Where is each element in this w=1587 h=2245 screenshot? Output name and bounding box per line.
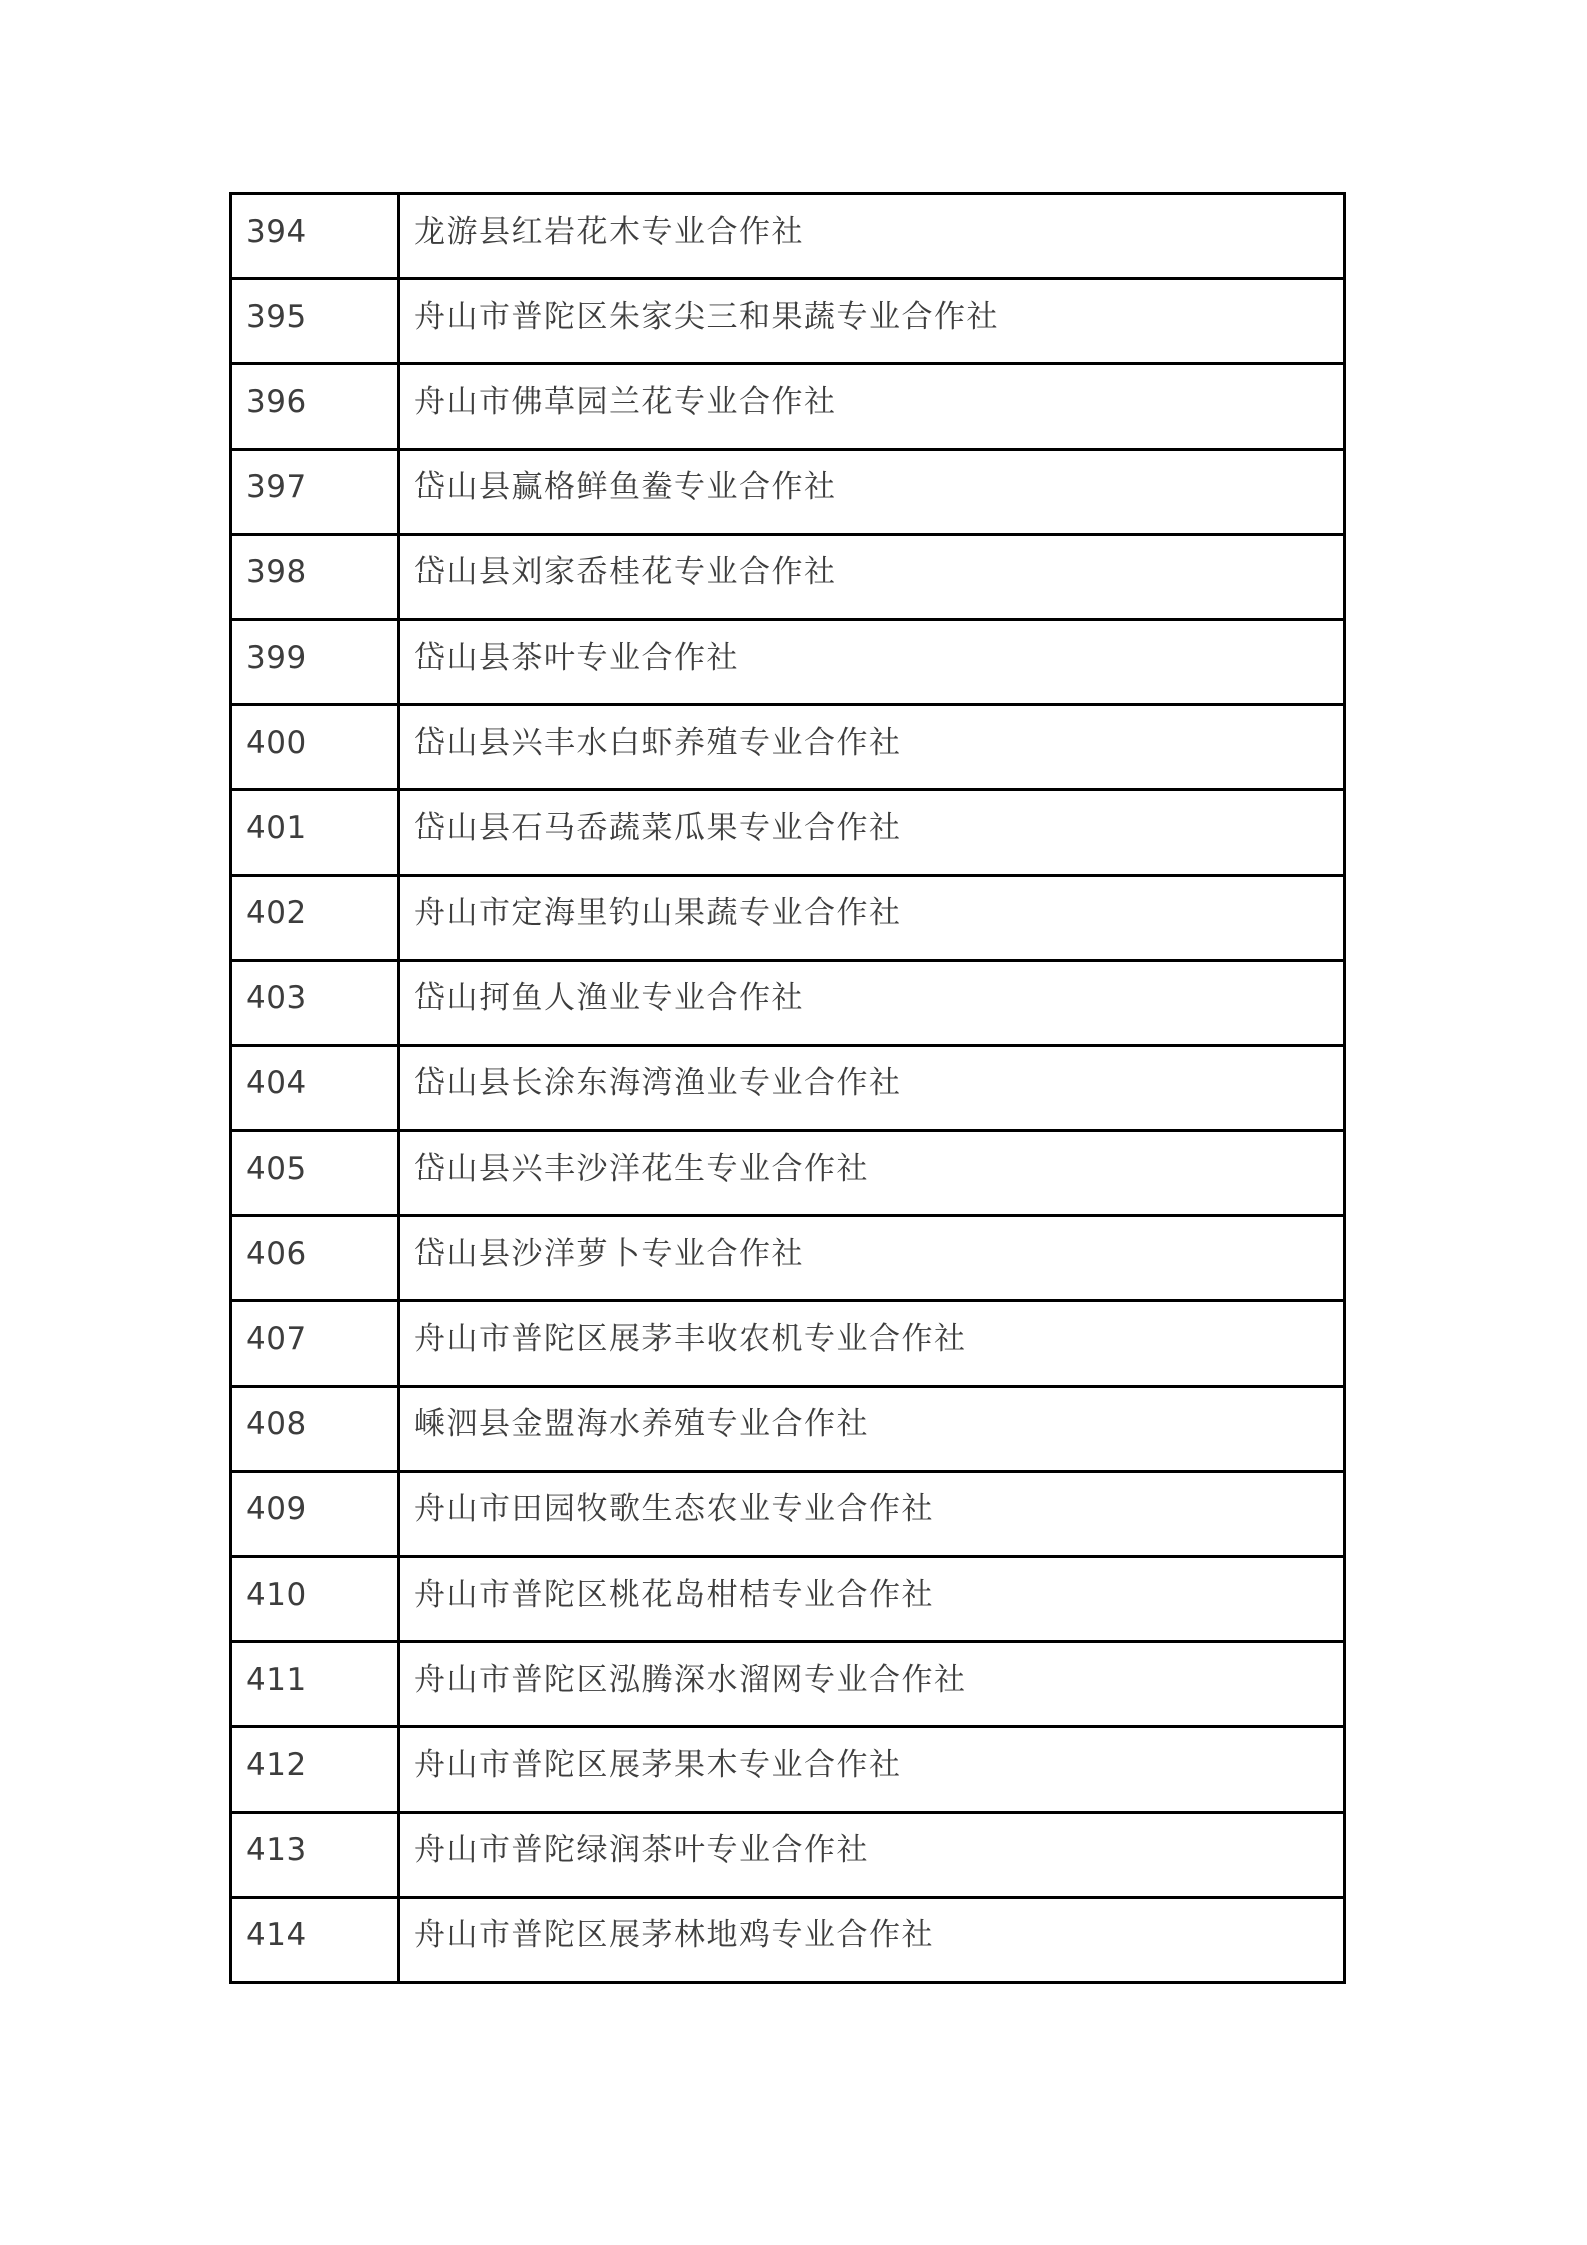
row-name-cell: 舟山市普陀区展茅果木专业合作社 — [399, 1727, 1345, 1812]
row-name-cell: 舟山市田园牧歌生态农业专业合作社 — [399, 1471, 1345, 1556]
table-row — [231, 619, 1345, 704]
cooperative-list-table — [229, 192, 1346, 1984]
row-number-cell: 398 — [231, 534, 399, 619]
row-number-cell: 399 — [231, 619, 399, 704]
table-row — [231, 449, 1345, 534]
row-number-cell: 403 — [231, 960, 399, 1045]
row-number-cell: 402 — [231, 875, 399, 960]
table-row — [231, 1897, 1345, 1982]
row-name-cell: 舟山市普陀绿润茶叶专业合作社 — [399, 1812, 1345, 1897]
row-name-cell: 岱山县刘家岙桂花专业合作社 — [399, 534, 1345, 619]
table-row — [231, 1727, 1345, 1812]
row-name-cell: 舟山市佛草园兰花专业合作社 — [399, 364, 1345, 449]
row-number-cell: 405 — [231, 1131, 399, 1216]
row-number-cell: 409 — [231, 1471, 399, 1556]
row-name-cell: 舟山市普陀区朱家尖三和果蔬专业合作社 — [399, 279, 1345, 364]
table-row — [231, 1557, 1345, 1642]
row-name-cell: 舟山市普陀区泓腾深水溜网专业合作社 — [399, 1642, 1345, 1727]
row-name-cell: 舟山市普陀区桃花岛柑桔专业合作社 — [399, 1557, 1345, 1642]
row-number-cell: 395 — [231, 279, 399, 364]
row-name-cell: 舟山市普陀区展茅林地鸡专业合作社 — [399, 1897, 1345, 1982]
row-number-cell: 397 — [231, 449, 399, 534]
row-number-cell: 408 — [231, 1386, 399, 1471]
row-number-cell: 394 — [231, 194, 399, 279]
row-name-cell: 舟山市普陀区展茅丰收农机专业合作社 — [399, 1301, 1345, 1386]
table-row — [231, 1471, 1345, 1556]
row-name-cell: 岱山县长涂东海湾渔业专业合作社 — [399, 1045, 1345, 1130]
row-name-cell: 龙游县红岩花木专业合作社 — [399, 194, 1345, 279]
table-row — [231, 534, 1345, 619]
row-number-cell: 412 — [231, 1727, 399, 1812]
table-row — [231, 1131, 1345, 1216]
row-name-cell: 岱山县兴丰沙洋花生专业合作社 — [399, 1131, 1345, 1216]
row-number-cell: 400 — [231, 705, 399, 790]
row-number-cell: 407 — [231, 1301, 399, 1386]
table-row — [231, 1386, 1345, 1471]
row-name-cell: 岱山县兴丰水白虾养殖专业合作社 — [399, 705, 1345, 790]
row-number-cell: 396 — [231, 364, 399, 449]
row-number-cell: 406 — [231, 1216, 399, 1301]
table-row — [231, 875, 1345, 960]
row-number-cell: 413 — [231, 1812, 399, 1897]
table-row — [231, 1812, 1345, 1897]
table-row — [231, 1045, 1345, 1130]
table-row — [231, 960, 1345, 1045]
row-number-cell: 411 — [231, 1642, 399, 1727]
table-row — [231, 1642, 1345, 1727]
row-number-cell: 414 — [231, 1897, 399, 1982]
row-number-cell: 401 — [231, 790, 399, 875]
table-row — [231, 1216, 1345, 1301]
table-row — [231, 705, 1345, 790]
table-row — [231, 790, 1345, 875]
table-row — [231, 364, 1345, 449]
row-name-cell: 舟山市定海里钓山果蔬专业合作社 — [399, 875, 1345, 960]
row-name-cell: 岱山县沙洋萝卜专业合作社 — [399, 1216, 1345, 1301]
row-name-cell: 岱山县茶叶专业合作社 — [399, 619, 1345, 704]
table-row — [231, 279, 1345, 364]
row-number-cell: 410 — [231, 1557, 399, 1642]
row-name-cell: 岱山县石马岙蔬菜瓜果专业合作社 — [399, 790, 1345, 875]
table-row — [231, 194, 1345, 279]
row-name-cell: 嵊泗县金盟海水养殖专业合作社 — [399, 1386, 1345, 1471]
row-name-cell: 岱山抲鱼人渔业专业合作社 — [399, 960, 1345, 1045]
table-row — [231, 1301, 1345, 1386]
row-name-cell: 岱山县赢格鲜鱼鲞专业合作社 — [399, 449, 1345, 534]
row-number-cell: 404 — [231, 1045, 399, 1130]
